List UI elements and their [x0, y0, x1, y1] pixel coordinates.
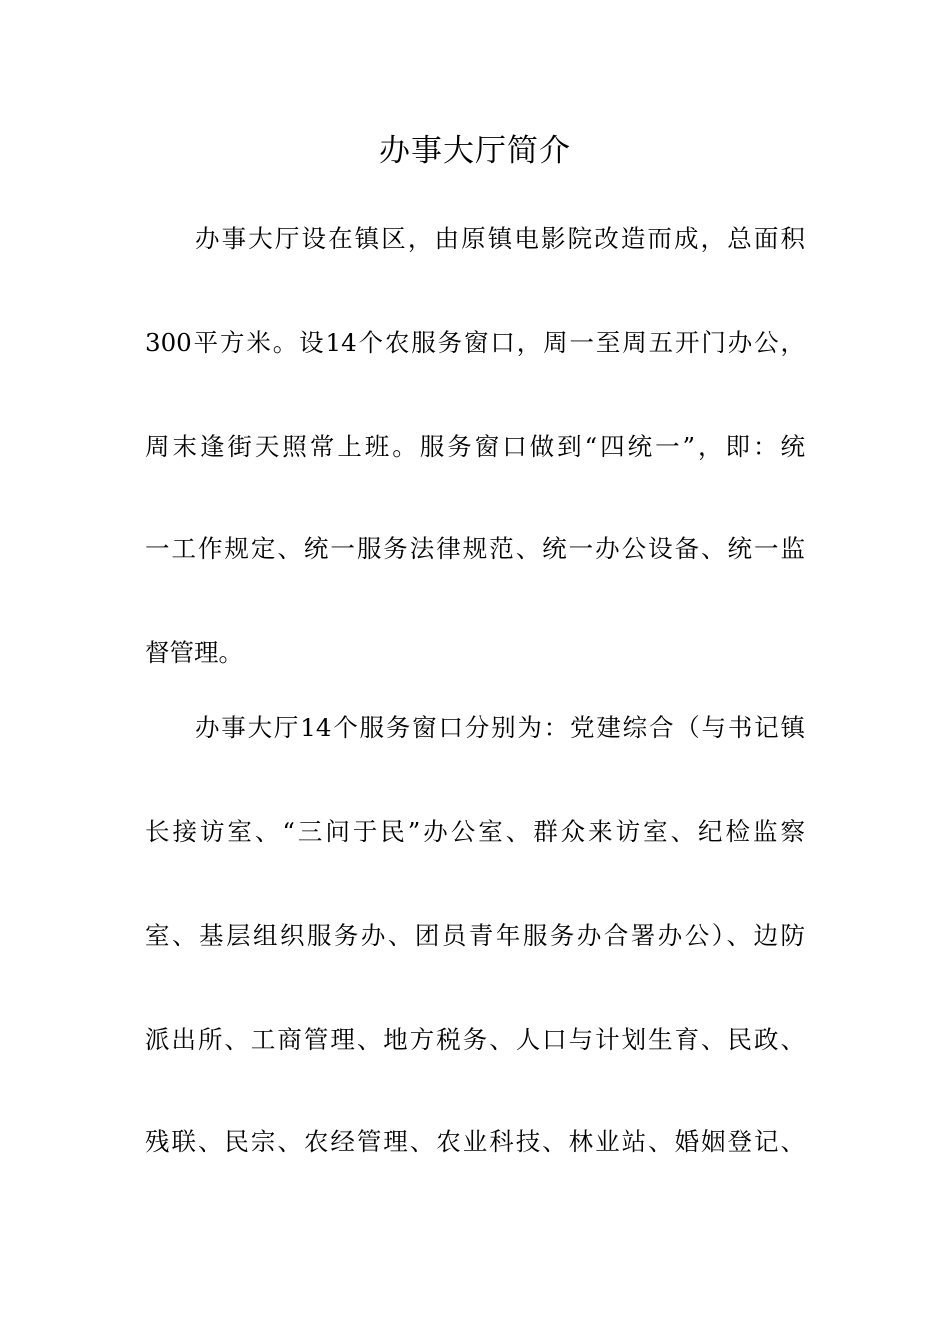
document-title: 办事大厅简介	[379, 133, 571, 169]
paragraph-line: 300平方米。设14个农服务窗口，周一至周五开门办公，	[145, 328, 805, 357]
paragraph-line: 残联、民宗、农经管理、农业科技、林业站、婚姻登记、	[145, 1127, 805, 1156]
paragraph-line: 室、基层组织服务办、团员青年服务办合署办公）、边防	[145, 921, 805, 950]
paragraph-line: 长接访室、“三问于民”办公室、群众来访室、纪检监察	[145, 817, 805, 846]
paragraph-line: 周末逢街天照常上班。服务窗口做到“四统一”，即：统	[145, 432, 805, 461]
paragraph-line: 一工作规定、统一服务法律规范、统一办公设备、统一监	[145, 534, 805, 563]
paragraph-line: 办事大厅设在镇区，由原镇电影院改造而成，总面积	[195, 224, 805, 253]
paragraph-line: 督管理。	[145, 638, 243, 667]
paragraph-line: 派出所、工商管理、地方税务、人口与计划生育、民政、	[145, 1025, 805, 1054]
paragraph-line: 办事大厅14个服务窗口分别为：党建综合（与书记镇	[195, 713, 805, 742]
